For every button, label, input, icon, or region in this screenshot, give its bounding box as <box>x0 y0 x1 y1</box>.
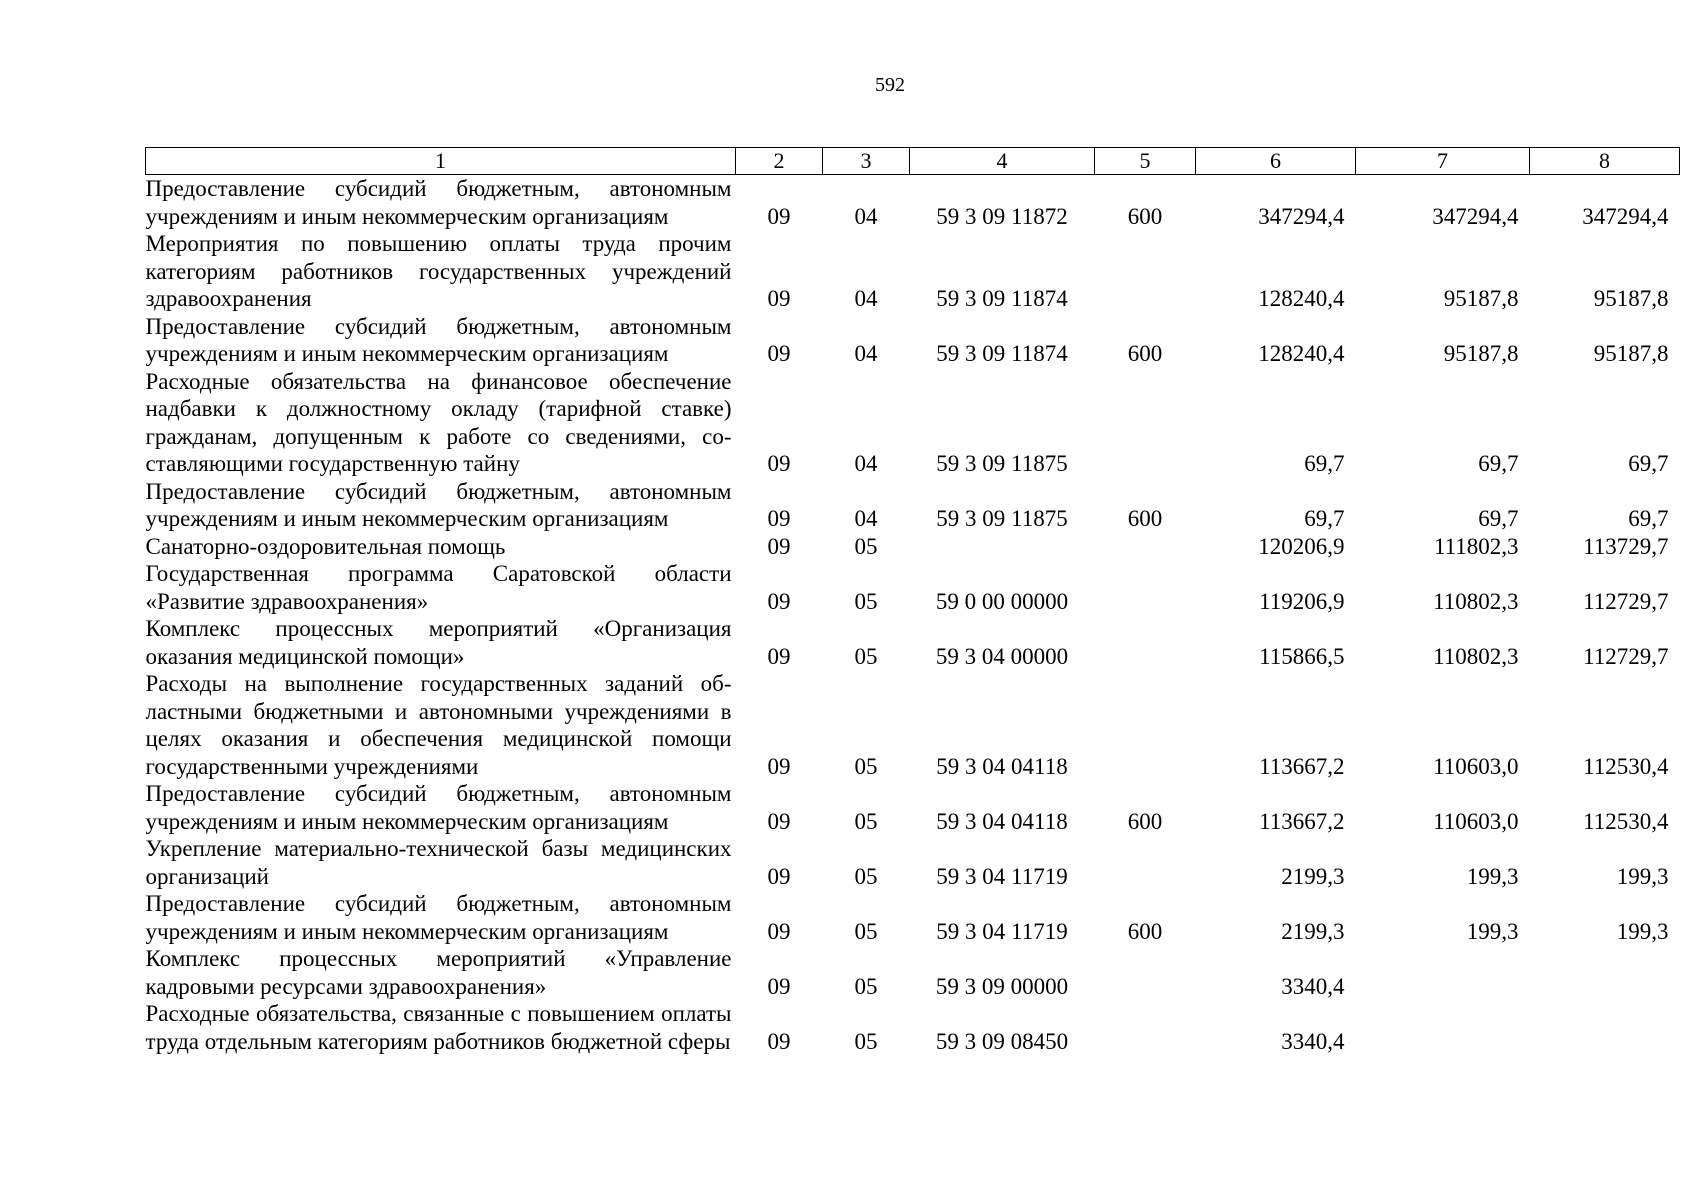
target-article-cell: 59 3 09 08450 <box>935 1028 1069 1054</box>
amount-col6-cell: 119206,9 <box>1259 588 1345 614</box>
amount-col7-cell <box>1356 945 1530 1000</box>
table-header-row <box>146 148 1680 175</box>
amount-col7-cell: 347294,4 <box>1432 203 1519 229</box>
amount-col8-cell: 95187,8 <box>1593 341 1669 366</box>
page-number: 592 <box>875 74 905 96</box>
table-row <box>146 780 1680 835</box>
row-name-cell: Расходы на выполнение государственных заданий областными бюджетными и автономными учреждениями в целях оказания и обеспечения медицинской помощи государственными учреждениями <box>145 671 732 779</box>
section-code-cell: 09 <box>767 643 791 669</box>
expense-type-cell <box>1095 945 1196 1000</box>
column-header-7: 7 <box>1356 148 1530 175</box>
amount-col7-cell: 69,7 <box>1478 451 1519 476</box>
column-header-5: 5 <box>1095 148 1196 175</box>
expense-type-cell <box>1095 835 1196 890</box>
section-code-cell: 09 <box>767 451 791 476</box>
subsection-code-cell: 04 <box>854 451 878 476</box>
row-name-cell: Комплекс процессных мероприятий «Организация оказания медицинской помощи» <box>145 616 732 669</box>
table-row <box>146 1000 1680 1055</box>
table-row <box>146 230 1680 313</box>
amount-col6-cell: 2199,3 <box>1281 918 1345 944</box>
amount-col6-cell: 113667,2 <box>1259 753 1345 779</box>
table-row <box>146 835 1680 890</box>
column-header-6: 6 <box>1196 148 1356 175</box>
row-name-cell: Предоставление субсидий бюджетным, автономным учреждениям и иным некоммерческим организациям <box>145 176 732 229</box>
subsection-code-cell: 04 <box>854 203 878 229</box>
expense-type-cell: 600 <box>1127 341 1163 366</box>
amount-col7-cell: 95187,8 <box>1443 286 1519 311</box>
amount-col6-cell: 120206,9 <box>1258 533 1345 559</box>
row-name-cell: Укрепление материально-технической базы медицинских организаций <box>145 836 732 889</box>
subsection-code-cell: 05 <box>854 863 878 889</box>
amount-col6-cell: 2199,3 <box>1281 863 1345 889</box>
target-article-cell: 59 3 04 04118 <box>936 808 1068 834</box>
table-row <box>146 313 1680 368</box>
table-row <box>146 615 1680 670</box>
amount-col7-cell: 199,3 <box>1466 918 1519 944</box>
row-name-cell: Предоставление субсидий бюджетным, автономным учреждениям и иным некоммерческим организациям <box>145 891 732 944</box>
section-code-cell: 09 <box>767 973 791 999</box>
amount-col7-cell: 110802,3 <box>1433 643 1519 669</box>
target-article-cell: 59 3 09 11874 <box>936 286 1068 311</box>
subsection-code-cell: 04 <box>854 341 878 366</box>
subsection-code-cell: 05 <box>854 643 878 669</box>
row-name-cell: Мероприятия по повышению оплаты труда прочим категориям работников государственных учреждений здравоохранения <box>145 231 732 311</box>
target-article-cell <box>910 533 1095 561</box>
amount-col7-cell: 95187,8 <box>1443 341 1519 366</box>
amount-col6-cell: 3340,4 <box>1281 1028 1345 1054</box>
target-article-cell: 59 3 09 00000 <box>935 973 1069 999</box>
amount-col6-cell: 3340,4 <box>1281 973 1345 999</box>
expense-type-cell: 600 <box>1127 506 1163 531</box>
section-code-cell: 09 <box>767 1028 791 1054</box>
subsection-code-cell: 05 <box>854 533 878 559</box>
row-name-cell: Расходные обязательства, связанные с повышением оплаты труда отдельным категориям работников бюджетной сферы <box>145 1001 732 1054</box>
section-code-cell: 09 <box>767 533 791 559</box>
amount-col8-cell: 112729,7 <box>1583 643 1669 669</box>
subsection-code-cell: 05 <box>854 753 878 779</box>
row-name-cell: Санаторно-оздоровительная помощь <box>145 533 506 559</box>
amount-col7-cell: 110603,0 <box>1433 753 1519 779</box>
amount-col8-cell: 112530,4 <box>1583 808 1669 834</box>
expense-type-cell: 600 <box>1127 918 1163 944</box>
section-code-cell: 09 <box>767 863 791 889</box>
amount-col7-cell: 69,7 <box>1478 506 1519 531</box>
expense-type-cell <box>1095 368 1196 478</box>
target-article-cell: 59 3 04 00000 <box>935 643 1069 669</box>
amount-col7-cell <box>1356 1000 1530 1055</box>
budget-table <box>145 147 1680 1055</box>
amount-col6-cell: 128240,4 <box>1258 286 1345 311</box>
row-name-cell: Предоставление субсидий бюджетным, автономным учреждениям и иным некоммерческим организациям <box>145 478 732 531</box>
table-row <box>146 175 1680 231</box>
table-body <box>146 175 1680 1056</box>
amount-col8-cell: 95187,8 <box>1593 286 1669 311</box>
amount-col6-cell: 115866,5 <box>1259 643 1345 669</box>
section-code-cell: 09 <box>767 753 791 779</box>
expense-type-cell: 600 <box>1127 808 1163 834</box>
target-article-cell: 59 3 09 11874 <box>936 341 1068 366</box>
amount-col7-cell: 110802,3 <box>1433 588 1519 614</box>
amount-col6-cell: 69,7 <box>1304 451 1345 476</box>
amount-col6-cell: 128240,4 <box>1258 341 1345 366</box>
expense-type-cell <box>1095 560 1196 615</box>
table-row <box>146 945 1680 1000</box>
amount-col6-cell: 347294,4 <box>1258 203 1345 229</box>
target-article-cell: 59 3 04 04118 <box>936 753 1068 779</box>
amount-col8-cell: 69,7 <box>1628 506 1669 531</box>
row-name-cell: Государственная программа Саратовской области «Развитие здравоохранения» <box>145 561 732 614</box>
section-code-cell: 09 <box>767 286 791 311</box>
table-row <box>146 560 1680 615</box>
row-name-cell: Предоставление субсидий бюджетным, автономным учреждениям и иным некоммерческим организациям <box>145 313 732 366</box>
section-code-cell: 09 <box>767 588 791 614</box>
table-row <box>146 670 1680 780</box>
expense-type-cell <box>1095 615 1196 670</box>
row-name-cell: Предоставление субсидий бюджетным, автономным учреждениям и иным некоммерческим организациям <box>145 781 732 834</box>
section-code-cell: 09 <box>767 918 791 944</box>
amount-col8-cell <box>1530 1000 1680 1055</box>
column-header-2: 2 <box>736 148 823 175</box>
subsection-code-cell: 04 <box>854 506 878 531</box>
table-row <box>146 890 1680 945</box>
target-article-cell: 59 3 04 11719 <box>936 918 1068 944</box>
subsection-code-cell: 05 <box>854 973 878 999</box>
target-article-cell: 59 3 09 11875 <box>936 451 1068 476</box>
table-row <box>146 533 1680 561</box>
amount-col8-cell: 69,7 <box>1628 451 1669 476</box>
amount-col8-cell: 112729,7 <box>1583 588 1669 614</box>
target-article-cell: 59 0 00 00000 <box>935 588 1069 614</box>
row-name-cell: Расходные обязательства на финансовое обеспечение надбавки к должностному окладу (тарифной ставке) гражданам, допущенным к работе со сведениями, составляющими государственную тайну <box>145 368 732 476</box>
expense-type-cell <box>1095 1000 1196 1055</box>
target-article-cell: 59 3 09 11875 <box>936 506 1068 531</box>
column-header-1: 1 <box>146 148 736 175</box>
column-header-4: 4 <box>910 148 1095 175</box>
amount-col8-cell: 199,3 <box>1616 918 1669 944</box>
target-article-cell: 59 3 04 11719 <box>936 863 1068 889</box>
subsection-code-cell: 04 <box>854 286 878 311</box>
amount-col8-cell: 113729,7 <box>1583 533 1669 559</box>
column-header-8: 8 <box>1530 148 1680 175</box>
section-code-cell: 09 <box>767 808 791 834</box>
expense-type-cell <box>1095 230 1196 313</box>
section-code-cell: 09 <box>767 506 791 531</box>
section-code-cell: 09 <box>767 203 791 229</box>
target-article-cell: 59 3 09 11872 <box>936 203 1068 229</box>
row-name-cell: Комплекс процессных мероприятий «Управление кадровыми ресурсами здравоохранения» <box>145 946 732 999</box>
table-row <box>146 368 1680 478</box>
subsection-code-cell: 05 <box>854 918 878 944</box>
section-code-cell: 09 <box>767 341 791 366</box>
amount-col8-cell: 347294,4 <box>1582 203 1669 229</box>
amount-col7-cell: 199,3 <box>1466 863 1519 889</box>
subsection-code-cell: 05 <box>854 808 878 834</box>
subsection-code-cell: 05 <box>854 588 878 614</box>
expense-type-cell <box>1095 533 1196 561</box>
table-row <box>146 478 1680 533</box>
amount-col6-cell: 113667,2 <box>1259 808 1345 834</box>
expense-type-cell <box>1095 670 1196 780</box>
amount-col7-cell: 110603,0 <box>1433 808 1519 834</box>
amount-col8-cell: 112530,4 <box>1583 753 1669 779</box>
column-header-3: 3 <box>823 148 910 175</box>
amount-col8-cell: 199,3 <box>1616 863 1669 889</box>
amount-col7-cell: 111802,3 <box>1433 533 1519 559</box>
amount-col6-cell: 69,7 <box>1304 506 1345 531</box>
expense-type-cell: 600 <box>1127 203 1163 229</box>
subsection-code-cell: 05 <box>854 1028 878 1054</box>
amount-col8-cell <box>1530 945 1680 1000</box>
